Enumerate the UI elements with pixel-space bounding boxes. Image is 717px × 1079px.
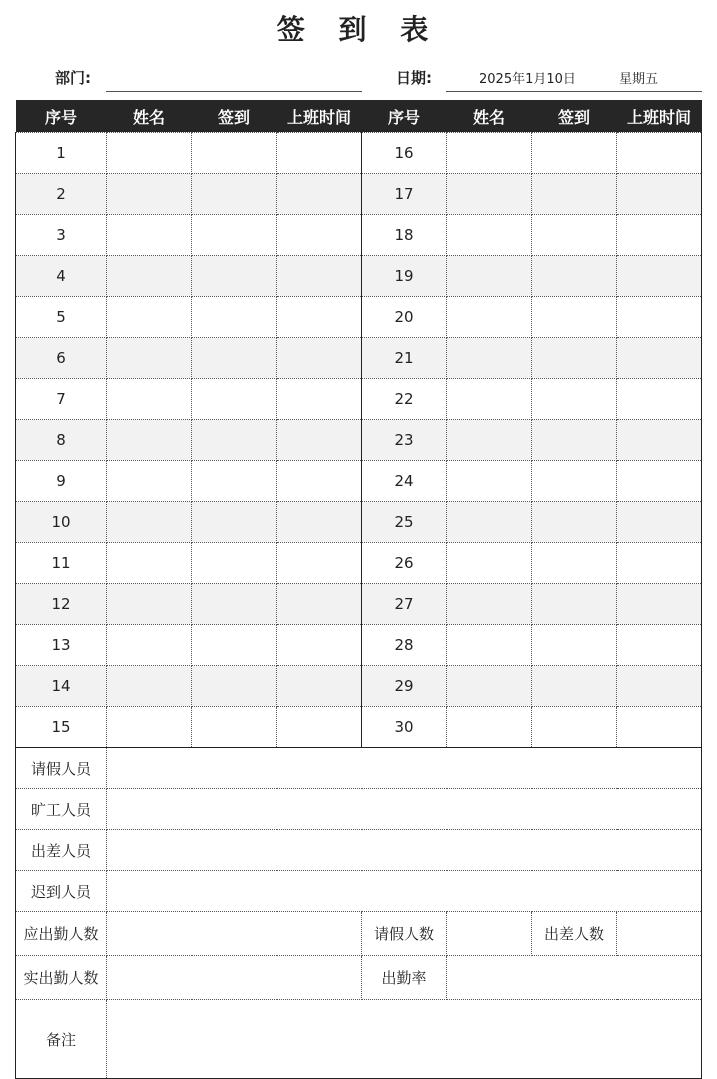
sign-cell[interactable] bbox=[192, 543, 277, 584]
table-row bbox=[16, 666, 702, 707]
attendance-rate-cell[interactable] bbox=[447, 956, 702, 1000]
time-cell[interactable] bbox=[277, 461, 362, 502]
time-cell[interactable] bbox=[277, 174, 362, 215]
name-cell[interactable] bbox=[107, 297, 192, 338]
sign-cell[interactable] bbox=[192, 379, 277, 420]
sheet-title: 签 到 表 bbox=[276, 13, 441, 46]
sign-cell[interactable] bbox=[532, 379, 617, 420]
header-5: 姓名 bbox=[447, 100, 532, 133]
table-row bbox=[16, 584, 702, 625]
sign-cell[interactable] bbox=[192, 625, 277, 666]
sign-cell[interactable] bbox=[532, 256, 617, 297]
sign-cell[interactable] bbox=[192, 297, 277, 338]
sign-cell[interactable] bbox=[532, 707, 617, 748]
time-cell[interactable] bbox=[617, 215, 702, 256]
notes-cell[interactable] bbox=[107, 1000, 702, 1079]
table-row bbox=[16, 420, 702, 461]
leave-count-cell[interactable] bbox=[447, 912, 532, 956]
row-number: 9 bbox=[16, 461, 107, 502]
row-number: 5 bbox=[16, 297, 107, 338]
row-number: 10 bbox=[16, 502, 107, 543]
row-number: 19 bbox=[362, 256, 447, 297]
time-cell[interactable] bbox=[277, 584, 362, 625]
expected-count-label: 应出勤人数 bbox=[16, 912, 107, 956]
sign-cell[interactable] bbox=[192, 420, 277, 461]
sign-cell[interactable] bbox=[532, 625, 617, 666]
table-row bbox=[16, 174, 702, 215]
table-row bbox=[16, 297, 702, 338]
name-cell[interactable] bbox=[107, 502, 192, 543]
time-cell[interactable] bbox=[277, 133, 362, 174]
name-cell[interactable] bbox=[447, 215, 532, 256]
row-number: 28 bbox=[362, 625, 447, 666]
name-cell[interactable] bbox=[107, 338, 192, 379]
time-cell[interactable] bbox=[277, 379, 362, 420]
row-number: 27 bbox=[362, 584, 447, 625]
time-cell[interactable] bbox=[277, 215, 362, 256]
table-row bbox=[16, 502, 702, 543]
header-1: 姓名 bbox=[107, 100, 192, 133]
table-row bbox=[16, 338, 702, 379]
time-cell[interactable] bbox=[617, 584, 702, 625]
name-cell[interactable] bbox=[107, 215, 192, 256]
row-number: 11 bbox=[16, 543, 107, 584]
name-cell[interactable] bbox=[447, 297, 532, 338]
header-6: 签到 bbox=[532, 100, 617, 133]
sign-cell[interactable] bbox=[532, 174, 617, 215]
header-3: 上班时间 bbox=[277, 100, 362, 133]
name-cell[interactable] bbox=[447, 584, 532, 625]
name-cell[interactable] bbox=[447, 707, 532, 748]
row-number: 21 bbox=[362, 338, 447, 379]
name-cell[interactable] bbox=[447, 420, 532, 461]
time-cell[interactable] bbox=[277, 543, 362, 584]
sign-cell[interactable] bbox=[192, 133, 277, 174]
table-row bbox=[16, 625, 702, 666]
date-value: 2025年1月10日 bbox=[479, 72, 576, 87]
trip-people-label: 出差人员 bbox=[16, 830, 107, 871]
row-number: 7 bbox=[16, 379, 107, 420]
time-cell[interactable] bbox=[617, 256, 702, 297]
department-label: 部门: bbox=[55, 69, 91, 87]
row-number: 3 bbox=[16, 215, 107, 256]
time-cell[interactable] bbox=[617, 707, 702, 748]
name-cell[interactable] bbox=[107, 133, 192, 174]
sign-cell[interactable] bbox=[192, 256, 277, 297]
header-2: 签到 bbox=[192, 100, 277, 133]
time-cell[interactable] bbox=[617, 338, 702, 379]
name-cell[interactable] bbox=[447, 625, 532, 666]
table-row bbox=[16, 133, 702, 174]
row-number: 16 bbox=[362, 133, 447, 174]
weekday-value: 星期五 bbox=[619, 72, 659, 87]
sign-cell[interactable] bbox=[532, 666, 617, 707]
name-cell[interactable] bbox=[107, 256, 192, 297]
sign-cell[interactable] bbox=[192, 174, 277, 215]
sign-cell[interactable] bbox=[532, 584, 617, 625]
leave-people-label: 请假人员 bbox=[16, 748, 107, 789]
name-cell[interactable] bbox=[107, 379, 192, 420]
name-cell[interactable] bbox=[447, 543, 532, 584]
row-number: 12 bbox=[16, 584, 107, 625]
row-number: 14 bbox=[16, 666, 107, 707]
name-cell[interactable] bbox=[107, 666, 192, 707]
date-label: 日期: bbox=[396, 69, 432, 87]
department-field[interactable] bbox=[106, 91, 362, 92]
late-people-label: 迟到人员 bbox=[16, 871, 107, 912]
sign-cell[interactable] bbox=[532, 461, 617, 502]
name-cell[interactable] bbox=[447, 666, 532, 707]
leave-people-cell[interactable] bbox=[107, 748, 702, 789]
sign-cell[interactable] bbox=[532, 543, 617, 584]
expected-count-cell[interactable] bbox=[107, 912, 362, 956]
time-cell[interactable] bbox=[617, 420, 702, 461]
actual-count-cell[interactable] bbox=[107, 956, 362, 1000]
time-cell[interactable] bbox=[277, 707, 362, 748]
row-number: 17 bbox=[362, 174, 447, 215]
sign-cell[interactable] bbox=[532, 297, 617, 338]
row-number: 26 bbox=[362, 543, 447, 584]
row-number: 15 bbox=[16, 707, 107, 748]
name-cell[interactable] bbox=[447, 379, 532, 420]
trip-count-cell[interactable] bbox=[617, 912, 702, 956]
table-row bbox=[16, 215, 702, 256]
row-number: 22 bbox=[362, 379, 447, 420]
name-cell[interactable] bbox=[107, 625, 192, 666]
time-cell[interactable] bbox=[617, 174, 702, 215]
sign-cell[interactable] bbox=[532, 215, 617, 256]
sign-cell[interactable] bbox=[192, 461, 277, 502]
name-cell[interactable] bbox=[447, 256, 532, 297]
sign-cell[interactable] bbox=[192, 215, 277, 256]
row-number: 4 bbox=[16, 256, 107, 297]
sign-cell[interactable] bbox=[192, 666, 277, 707]
trip-people-cell[interactable] bbox=[107, 830, 702, 871]
row-number: 2 bbox=[16, 174, 107, 215]
sign-cell[interactable] bbox=[532, 338, 617, 379]
time-cell[interactable] bbox=[277, 256, 362, 297]
absent-people-cell[interactable] bbox=[107, 789, 702, 830]
name-cell[interactable] bbox=[107, 543, 192, 584]
sign-cell[interactable] bbox=[192, 338, 277, 379]
row-number: 29 bbox=[362, 666, 447, 707]
trip-count-label: 出差人数 bbox=[532, 912, 617, 956]
time-cell[interactable] bbox=[617, 297, 702, 338]
table-row bbox=[16, 379, 702, 420]
name-cell[interactable] bbox=[107, 461, 192, 502]
time-cell[interactable] bbox=[617, 461, 702, 502]
name-cell[interactable] bbox=[447, 338, 532, 379]
table-row bbox=[16, 461, 702, 502]
row-number: 1 bbox=[16, 133, 107, 174]
sign-cell[interactable] bbox=[532, 420, 617, 461]
table-row bbox=[16, 707, 702, 748]
name-cell[interactable] bbox=[447, 461, 532, 502]
row-number: 24 bbox=[362, 461, 447, 502]
name-cell[interactable] bbox=[447, 502, 532, 543]
leave-count-label: 请假人数 bbox=[362, 912, 447, 956]
name-cell[interactable] bbox=[447, 174, 532, 215]
row-number: 13 bbox=[16, 625, 107, 666]
row-number: 18 bbox=[362, 215, 447, 256]
row-number: 23 bbox=[362, 420, 447, 461]
sign-cell[interactable] bbox=[532, 133, 617, 174]
table-row bbox=[16, 256, 702, 297]
time-cell[interactable] bbox=[277, 297, 362, 338]
time-cell[interactable] bbox=[277, 420, 362, 461]
time-cell[interactable] bbox=[277, 338, 362, 379]
notes-label: 备注 bbox=[16, 1000, 107, 1079]
time-cell[interactable] bbox=[617, 625, 702, 666]
header-4: 序号 bbox=[362, 100, 447, 133]
name-cell[interactable] bbox=[447, 133, 532, 174]
name-cell[interactable] bbox=[107, 584, 192, 625]
time-cell[interactable] bbox=[617, 666, 702, 707]
time-cell[interactable] bbox=[617, 502, 702, 543]
header-row bbox=[16, 100, 702, 133]
row-number: 6 bbox=[16, 338, 107, 379]
row-number: 8 bbox=[16, 420, 107, 461]
time-cell[interactable] bbox=[617, 543, 702, 584]
date-field[interactable] bbox=[446, 91, 702, 92]
row-number: 30 bbox=[362, 707, 447, 748]
name-cell[interactable] bbox=[107, 707, 192, 748]
late-people-cell[interactable] bbox=[107, 871, 702, 912]
attendance-table bbox=[15, 100, 702, 1079]
actual-count-label: 实出勤人数 bbox=[16, 956, 107, 1000]
sign-cell[interactable] bbox=[532, 502, 617, 543]
sign-cell[interactable] bbox=[192, 502, 277, 543]
attendance-rate-label: 出勤率 bbox=[362, 956, 447, 1000]
row-number: 20 bbox=[362, 297, 447, 338]
name-cell[interactable] bbox=[107, 174, 192, 215]
name-cell[interactable] bbox=[107, 420, 192, 461]
absent-people-label: 旷工人员 bbox=[16, 789, 107, 830]
table-row bbox=[16, 543, 702, 584]
header-0: 序号 bbox=[16, 100, 107, 133]
time-cell[interactable] bbox=[277, 625, 362, 666]
row-number: 25 bbox=[362, 502, 447, 543]
header-7: 上班时间 bbox=[617, 100, 702, 133]
time-cell[interactable] bbox=[277, 666, 362, 707]
time-cell[interactable] bbox=[617, 379, 702, 420]
sign-cell[interactable] bbox=[192, 707, 277, 748]
time-cell[interactable] bbox=[617, 133, 702, 174]
sign-cell[interactable] bbox=[192, 584, 277, 625]
time-cell[interactable] bbox=[277, 502, 362, 543]
